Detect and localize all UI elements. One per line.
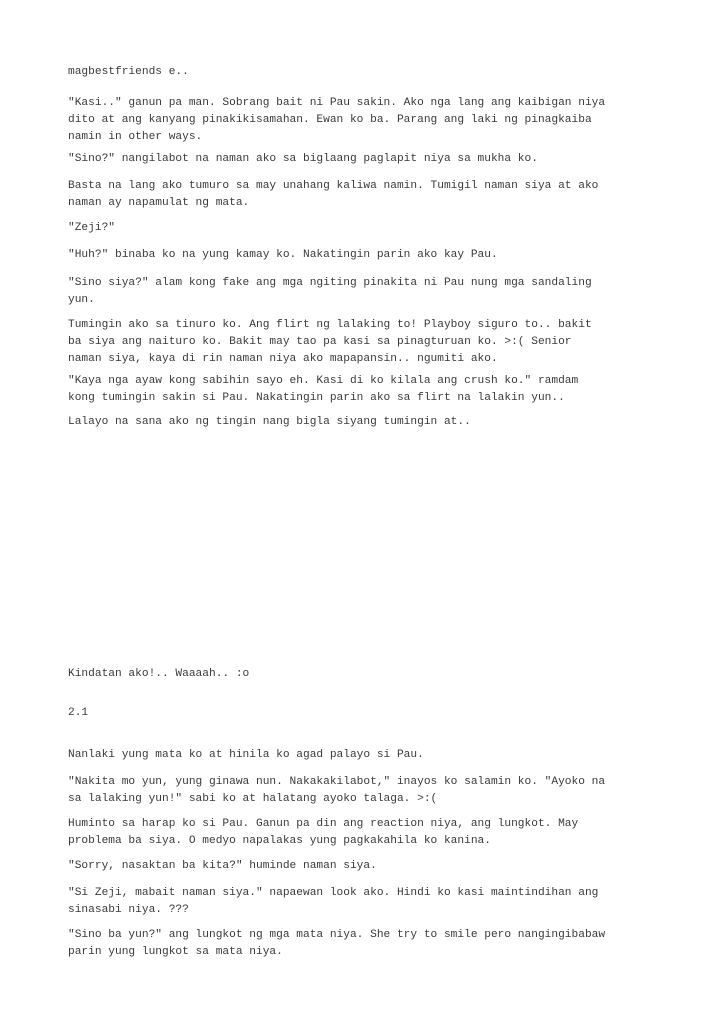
paragraph-13: Nanlaki yung mata ko at hinila ko agad palayo si Pau.: [68, 749, 424, 761]
paragraph-7: "Sino siya?" alam kong fake ang mga ngiting pinakita ni Pau nung mga sandaling yun.: [68, 277, 592, 306]
paragraph-6: "Huh?" binaba ko na yung kamay ko. Nakatingin parin ako kay Pau.: [68, 249, 498, 261]
paragraph-4: Basta na lang ako tumuro sa may unahang kaliwa namin. Tumigil naman siya at ako naman ay napamulat ng mata.: [68, 180, 599, 209]
paragraph-9: "Kaya nga ayaw kong sabihin sayo eh. Kasi di ko kilala ang crush ko." ramdam kong tumingin sakin si Pau. Nakatingin parin ako sa flirt na lalakin yun..: [68, 375, 579, 404]
paragraph-14: "Nakita mo yun, yung ginawa nun. Nakakakilabot," inayos ko salamin ko. "Ayoko na sa lalaking yun!" sabi ko at halatang ayoko talaga. >:(: [68, 776, 606, 805]
paragraph-8: Tumingin ako sa tinuro ko. Ang flirt ng lalaking to! Playboy siguro to.. bakit ba siya ang naituro ko. Bakit may tao pa kasi sa pinagturuan ko. >:( Senior naman siya, kaya di rin naman niya ako mapapansin.. ngumiti ako.: [68, 319, 592, 365]
paragraph-5: "Zeji?": [68, 222, 115, 234]
paragraph-2: "Kasi.." ganun pa man. Sobrang bait ni Pau sakin. Ako nga lang ang kaibigan niya dito at ang kanyang pinakikisamahan. Ewan ko ba. Parang ang laki ng pinagkaiba namin in other ways.: [68, 97, 606, 143]
paragraph-15: Huminto sa harap ko si Pau. Ganun pa din ang reaction niya, ang lungkot. May problema ba siya. O medyo napalakas yung pagkakahila ko kanina.: [68, 818, 579, 847]
paragraph-1: magbestfriends e..: [68, 66, 189, 78]
paragraph-17: "Si Zeji, mabait naman siya." napaewan look ako. Hindi ko kasi maintindihan ang sinasabi niya. ???: [68, 887, 599, 916]
paragraph-11: Kindatan ako!.. Waaaah.. :o: [68, 668, 250, 680]
section-heading: 2.1: [68, 707, 89, 719]
paragraph-3: "Sino?" nangilabot na naman ako sa biglaang paglapit niya sa mukha ko.: [68, 153, 538, 165]
paragraph-18: "Sino ba yun?" ang lungkot ng mga mata niya. She try to smile pero nangingibabaw parin yung lungkot sa mata niya.: [68, 929, 606, 958]
paragraph-16: "Sorry, nasaktan ba kita?" huminde naman siya.: [68, 860, 377, 872]
paragraph-10: Lalayo na sana ako ng tingin nang bigla siyang tumingin at..: [68, 416, 471, 428]
